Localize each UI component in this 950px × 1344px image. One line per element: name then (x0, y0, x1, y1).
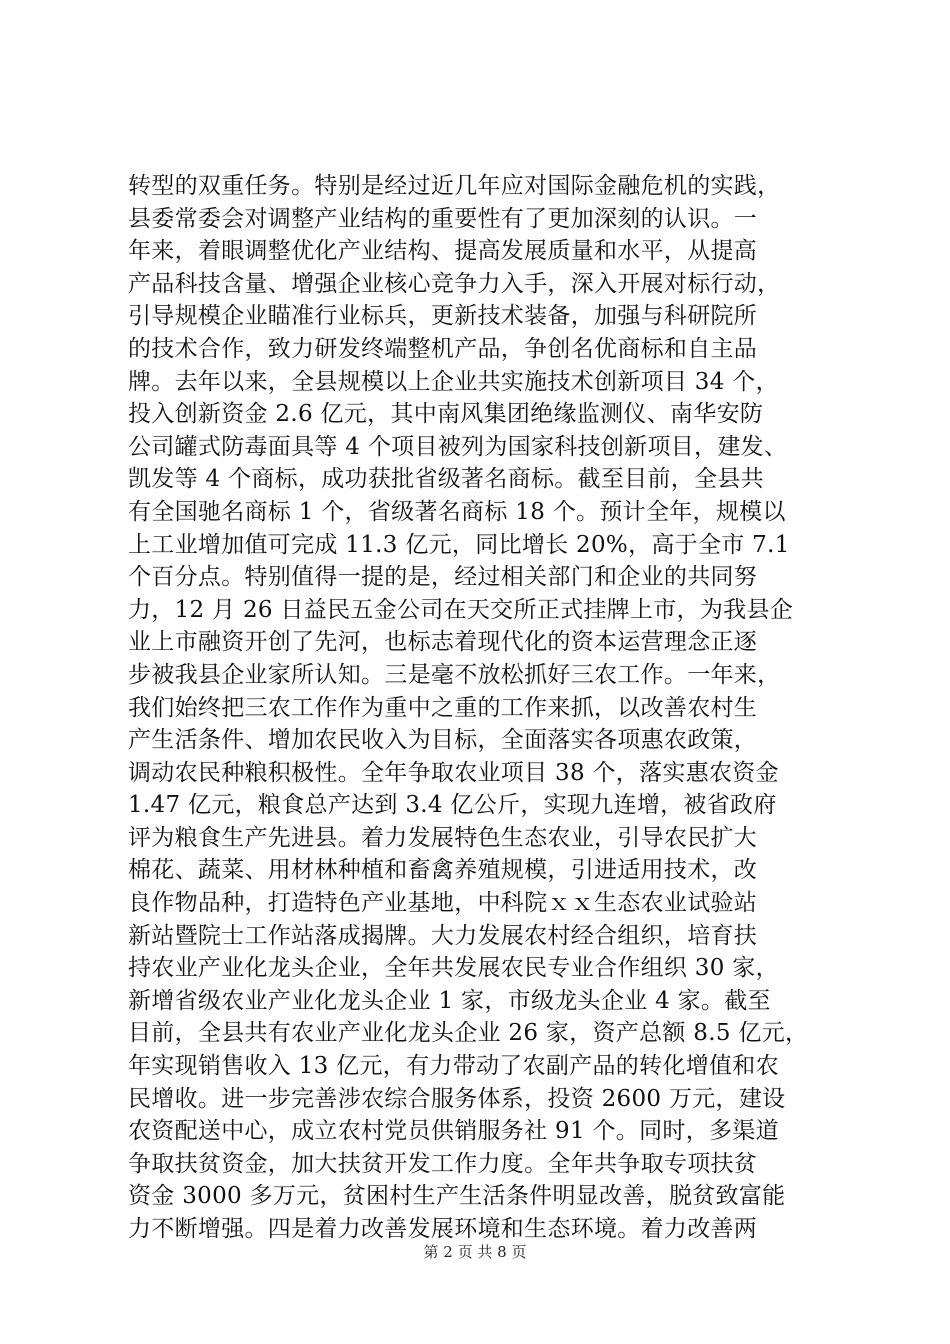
text-line: 投入创新资金 2.6 亿元，其中南风集团绝缘监测仪、南华安防 (128, 401, 764, 428)
text-line: 引导规模企业瞄准行业标兵，更新技术装备，加强与科研院所 (128, 303, 758, 330)
text-line: 县委常委会对调整产业结构的重要性有了更加深刻的认识。一 (128, 205, 758, 232)
text-line: 产生活条件、增加农民收入为目标，全面落实各项惠农政策， (128, 727, 758, 754)
text-line: 调动农民种粮积极性。全年争取农业项目 38 个，落实惠农资金 (128, 759, 779, 786)
text-line: 力不断增强。四是着力改善发展环境和生态环境。着力改善两 (128, 1216, 758, 1242)
text-line: 力，12 月 26 日益民五金公司在天交所正式挂牌上市，为我县企 (128, 596, 794, 623)
text-line: 农资配送中心，成立农村党员供销服务社 91 个。同时，多渠道 (128, 1118, 779, 1145)
text-line: 牌。去年以来，全县规模以上企业共实施技术创新项目 34 个， (128, 368, 779, 395)
text-line: 产品科技含量、增强企业核心竞争力入手，深入开展对标行动， (128, 270, 781, 297)
body-text (128, 170, 828, 1246)
text-line: 持农业产业化龙头企业，全年共发展农民专业合作组织 30 家， (128, 955, 779, 982)
page-footer: 第 2 页 共 8 页 (423, 1243, 527, 1261)
text-line: 1.47 亿元，粮食总产达到 3.4 亿公斤，实现九连增，被省政府 (128, 792, 777, 819)
text-line: 的技术合作，致力研发终端整机产品，争创名优商标和自主品 (128, 335, 758, 362)
text-line: 资金 3000 多万元，贫困村生产生活条件明显改善，脱贫致富能 (128, 1183, 786, 1210)
text-line: 转型的双重任务。特别是经过近几年应对国际金融危机的实践， (128, 173, 781, 199)
text-line: 争取扶贫资金，加大扶贫开发工作力度。全年共争取专项扶贫 (128, 1150, 758, 1177)
text-line: 良作物品种，打造特色产业基地，中科院ｘｘ生态农业试验站 (128, 890, 758, 917)
text-line: 年实现销售收入 13 亿元，有力带动了农副产品的转化增值和农 (128, 1053, 779, 1080)
text-line: 评为粮食生产先进县。着力发展特色生态农业，引导农民扩大 (128, 824, 758, 851)
text-line: 民增收。进一步完善涉农综合服务体系，投资 2600 万元，建设 (128, 1085, 786, 1112)
text-line: 新增省级农业产业化龙头企业 1 家，市级龙头企业 4 家。截至 (128, 987, 771, 1014)
text-line: 个百分点。特别值得一提的是，经过相关部门和企业的共同努 (128, 564, 758, 591)
text-line: 业上市融资开创了先河，也标志着现代化的资本运营理念正逐 (128, 629, 758, 656)
text-line: 凯发等 4 个商标，成功获批省级著名商标。截至目前，全县共 (128, 466, 764, 493)
text-line: 年来，着眼调整优化产业结构、提高发展质量和水平，从提高 (128, 238, 758, 265)
text-line: 步被我县企业家所认知。三是毫不放松抓好三农工作。一年来， (128, 661, 781, 688)
text-line: 我们始终把三农工作作为重中之重的工作来抓，以改善农村生 (128, 694, 758, 721)
text-line: 目前，全县共有农业产业化龙头企业 26 家，资产总额 8.5 亿元， (128, 1020, 809, 1047)
text-line: 新站暨院士工作站落成揭牌。大力发展农村经合组织，培育扶 (128, 922, 758, 949)
text-line: 有全国驰名商标 1 个，省级著名商标 18 个。预计全年，规模以 (128, 498, 786, 525)
text-line: 公司罐式防毒面具等 4 个项目被列为国家科技创新项目，建发、 (128, 433, 788, 460)
text-line: 棉花、蔬菜、用材林种植和畜禽养殖规模，引进适用技术，改 (128, 857, 758, 884)
text-line: 上工业增加值可完成 11.3 亿元，同比增长 20%，高于全市 7.1 (128, 531, 790, 558)
